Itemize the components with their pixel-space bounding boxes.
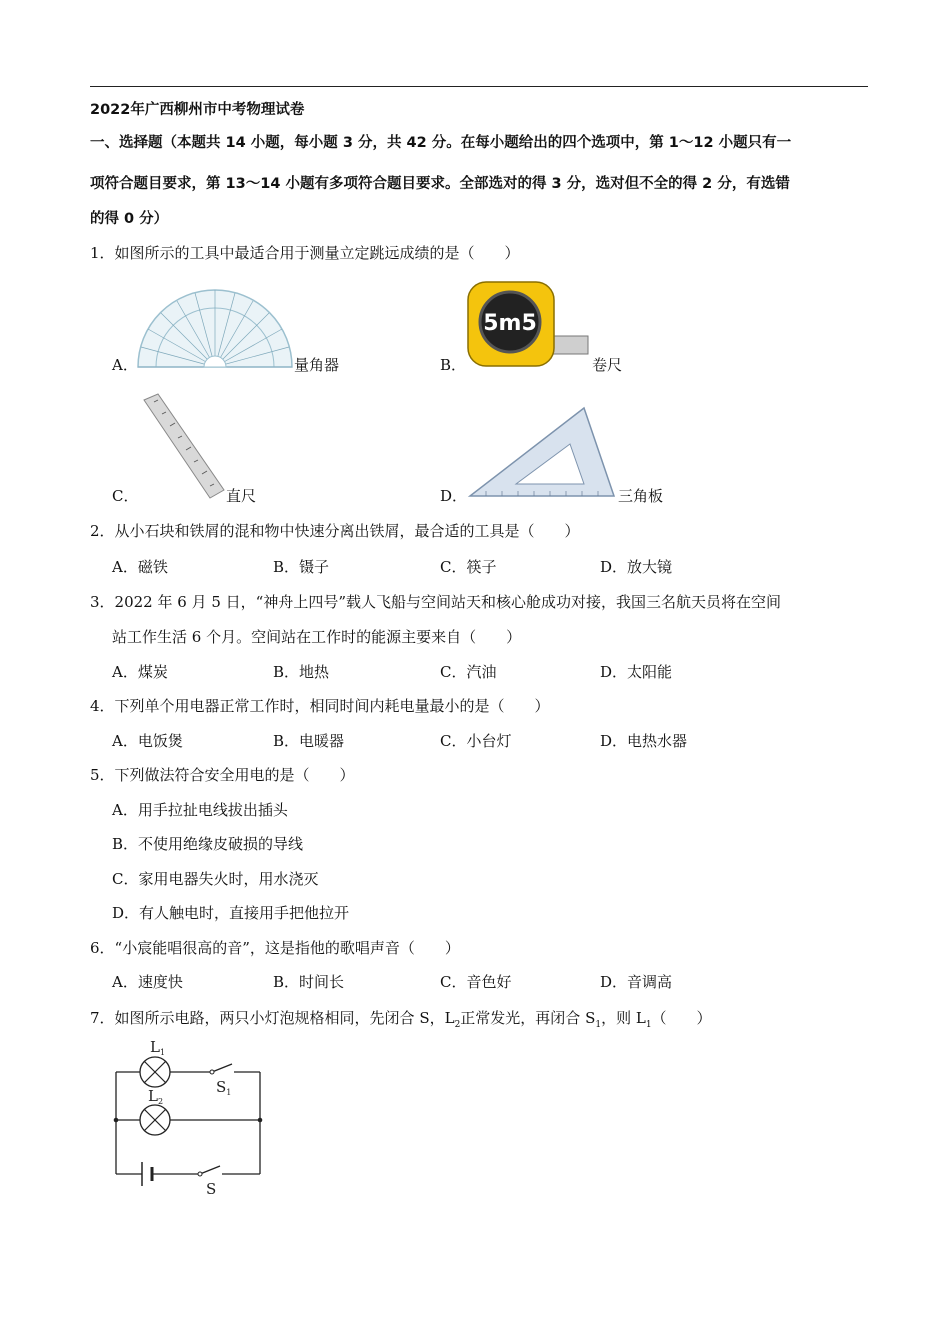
ruler-icon — [138, 390, 228, 502]
q2-option-a[interactable]: A．磁铁 — [112, 558, 168, 576]
question-3-stem-line2: 站工作生活 6 个月。空间站在工作时的能源主要来自（ ） — [112, 628, 522, 646]
set-square-icon — [466, 404, 618, 500]
question-7-stem: 7．如图所示电路，两只小灯泡规格相同，先闭合 S，$L_2$正常发光，再闭合 $S_1$，则 $L_1$（ ） — [90, 1009, 712, 1030]
section-instructions-line1: 一、选择题（本题共 14 小题，每小题 3 分，共 42 分。在每小题给出的四个选项中，第 1～12 小题只有一 — [90, 135, 792, 151]
q5-option-a[interactable]: A．用手拉扯电线拔出插头 — [112, 801, 288, 819]
lamp-l2-icon — [140, 1105, 170, 1135]
label-s1: $S_1$ — [216, 1078, 232, 1097]
switch-s-icon — [198, 1172, 202, 1176]
switch-s1-icon — [210, 1070, 214, 1074]
q3-option-a[interactable]: A．煤炭 — [112, 663, 168, 681]
q2-option-b[interactable]: B．镊子 — [273, 558, 330, 576]
label-l1: $L_1$ — [150, 1038, 166, 1057]
q5-option-c[interactable]: C．家用电器失火时，用水浇灭 — [112, 870, 319, 888]
question-1-stem: 1．如图所示的工具中最适合用于测量立定跳远成绩的是（ ） — [90, 244, 520, 262]
q1-option-d-label: 三角板 — [618, 487, 664, 505]
q5-option-d[interactable]: D．有人触电时，直接用手把他拉开 — [112, 904, 350, 922]
q6-option-d[interactable]: D．音调高 — [600, 973, 673, 991]
protractor-icon — [134, 287, 296, 371]
battery-icon — [142, 1162, 152, 1186]
q4-option-b[interactable]: B．电暖器 — [273, 732, 345, 750]
q4-option-c[interactable]: C．小台灯 — [440, 732, 512, 750]
question-2-stem: 2．从小石块和铁屑的混和物中快速分离出铁屑，最合适的工具是（ ） — [90, 522, 580, 540]
header-rule — [90, 86, 868, 87]
section-instructions-line3: 的得 0 分） — [90, 211, 169, 227]
lamp-l1-icon — [140, 1057, 170, 1087]
q1-option-b-letter[interactable]: B． — [440, 356, 467, 374]
question-5-stem: 5．下列做法符合安全用电的是（ ） — [90, 766, 355, 784]
q1-option-a-letter[interactable]: A． — [112, 356, 138, 374]
q4-option-d[interactable]: D．电热水器 — [600, 732, 688, 750]
q1-option-d-letter[interactable]: D． — [440, 487, 468, 505]
q1-option-a-label: 量角器 — [294, 356, 340, 374]
tape-brand-text: 5m5 — [483, 311, 537, 336]
q1-option-b-label: 卷尺 — [592, 356, 623, 374]
q2-option-d[interactable]: D．放大镜 — [600, 558, 673, 576]
q3-option-b[interactable]: B．地热 — [273, 663, 330, 681]
circuit-diagram — [108, 1034, 273, 1199]
question-6-stem: 6．“小宸能唱很高的音”，这是指他的歌唱声音（ ） — [90, 939, 460, 957]
q2-option-c[interactable]: C．筷子 — [440, 558, 497, 576]
q5-option-b[interactable]: B．不使用绝缘皮破损的导线 — [112, 835, 304, 853]
tape-measure-icon — [466, 280, 592, 370]
question-3-stem-line1: 3．2022 年 6 月 5 日，“神舟上四号”载人飞船与空间站天和核心舱成功对接，我国三名航天员将在空间 — [90, 593, 781, 611]
question-4-stem: 4．下列单个用电器正常工作时，相同时间内耗电量最小的是（ ） — [90, 697, 550, 715]
paper-title: 2022年广西柳州市中考物理试卷 — [90, 102, 305, 118]
q1-option-c-letter[interactable]: C． — [112, 487, 139, 505]
q3-option-c[interactable]: C．汽油 — [440, 663, 497, 681]
q6-option-a[interactable]: A．速度快 — [112, 973, 183, 991]
q6-option-c[interactable]: C．音色好 — [440, 973, 512, 991]
label-s: S — [206, 1180, 217, 1198]
label-l2: $L_2$ — [148, 1087, 164, 1106]
section-instructions-line2: 项符合题目要求，第 13～14 小题有多项符合题目要求。全部选对的得 3 分，选对但不全的得 2 分，有选错 — [90, 176, 790, 192]
q4-option-a[interactable]: A．电饭煲 — [112, 732, 183, 750]
q1-option-c-label: 直尺 — [226, 487, 257, 505]
q3-option-d[interactable]: D．太阳能 — [600, 663, 673, 681]
q6-option-b[interactable]: B．时间长 — [273, 973, 345, 991]
